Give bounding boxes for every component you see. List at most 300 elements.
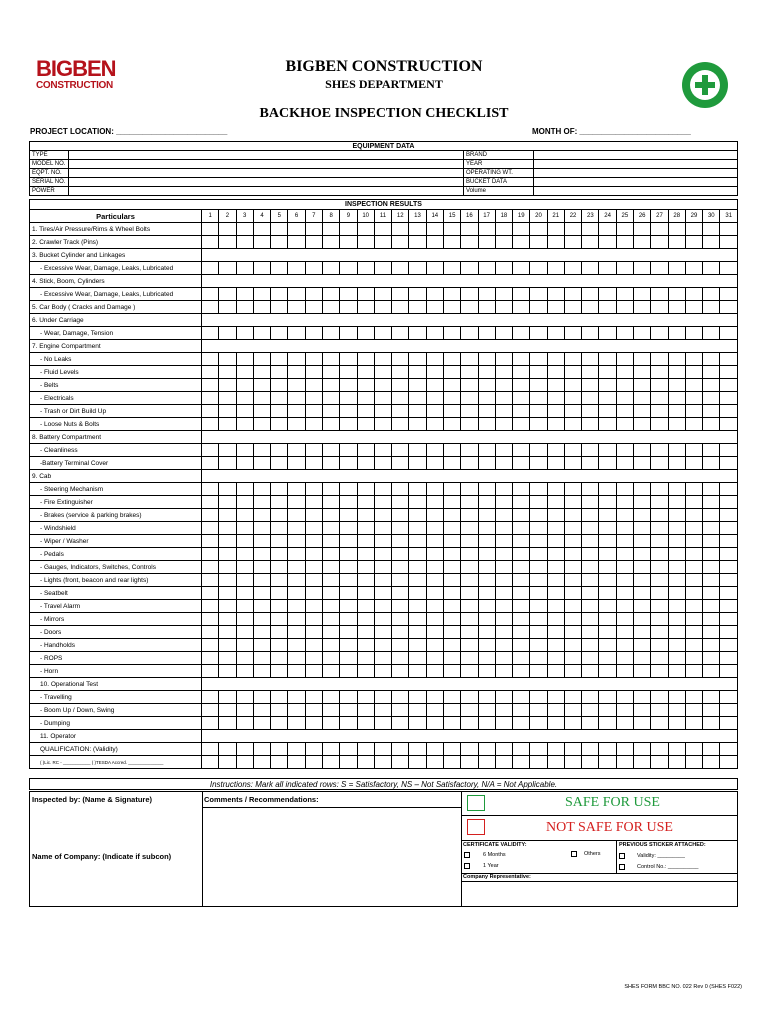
day-check-cell[interactable] bbox=[668, 704, 685, 717]
day-check-cell[interactable] bbox=[288, 652, 305, 665]
day-check-cell[interactable] bbox=[392, 496, 409, 509]
day-check-cell[interactable] bbox=[564, 405, 581, 418]
day-check-cell[interactable] bbox=[547, 639, 564, 652]
day-check-cell[interactable] bbox=[513, 236, 530, 249]
day-check-cell[interactable] bbox=[322, 704, 339, 717]
day-check-cell[interactable] bbox=[564, 535, 581, 548]
day-check-cell[interactable] bbox=[547, 704, 564, 717]
day-check-cell[interactable] bbox=[564, 301, 581, 314]
day-check-cell[interactable] bbox=[599, 509, 616, 522]
day-check-cell[interactable] bbox=[495, 262, 512, 275]
day-check-cell[interactable] bbox=[703, 652, 720, 665]
day-check-cell[interactable] bbox=[495, 548, 512, 561]
day-check-cell[interactable] bbox=[616, 379, 633, 392]
day-check-cell[interactable] bbox=[357, 444, 374, 457]
day-check-cell[interactable] bbox=[426, 327, 443, 340]
day-check-cell[interactable] bbox=[253, 704, 270, 717]
day-check-cell[interactable] bbox=[685, 418, 702, 431]
day-check-cell[interactable] bbox=[720, 379, 738, 392]
day-check-cell[interactable] bbox=[374, 301, 391, 314]
day-check-cell[interactable] bbox=[513, 457, 530, 470]
day-check-cell[interactable] bbox=[322, 327, 339, 340]
day-check-cell[interactable] bbox=[495, 483, 512, 496]
day-check-cell[interactable] bbox=[651, 301, 668, 314]
day-check-cell[interactable] bbox=[409, 587, 426, 600]
day-check-cell[interactable] bbox=[530, 223, 547, 236]
day-check-cell[interactable] bbox=[564, 392, 581, 405]
day-check-cell[interactable] bbox=[253, 262, 270, 275]
equipment-right-value[interactable] bbox=[534, 160, 738, 169]
day-check-cell[interactable] bbox=[495, 561, 512, 574]
day-check-cell[interactable] bbox=[219, 587, 236, 600]
day-check-cell[interactable] bbox=[685, 574, 702, 587]
control-no-checkbox[interactable] bbox=[619, 864, 625, 870]
day-check-cell[interactable] bbox=[513, 496, 530, 509]
day-check-cell[interactable] bbox=[668, 444, 685, 457]
day-check-cell[interactable] bbox=[513, 704, 530, 717]
day-check-cell[interactable] bbox=[582, 613, 599, 626]
day-check-cell[interactable] bbox=[582, 327, 599, 340]
day-check-cell[interactable] bbox=[720, 717, 738, 730]
day-check-cell[interactable] bbox=[219, 717, 236, 730]
day-check-cell[interactable] bbox=[582, 379, 599, 392]
day-check-cell[interactable] bbox=[599, 548, 616, 561]
day-check-cell[interactable] bbox=[495, 600, 512, 613]
day-check-cell[interactable] bbox=[340, 223, 357, 236]
day-check-cell[interactable] bbox=[634, 418, 651, 431]
day-check-cell[interactable] bbox=[202, 418, 219, 431]
day-check-cell[interactable] bbox=[426, 665, 443, 678]
day-check-cell[interactable] bbox=[547, 496, 564, 509]
day-check-cell[interactable] bbox=[426, 691, 443, 704]
day-check-cell[interactable] bbox=[374, 574, 391, 587]
day-check-cell[interactable] bbox=[634, 405, 651, 418]
equipment-right-value[interactable] bbox=[534, 187, 738, 196]
day-check-cell[interactable] bbox=[461, 756, 478, 769]
day-check-cell[interactable] bbox=[443, 392, 460, 405]
day-check-cell[interactable] bbox=[374, 483, 391, 496]
day-check-cell[interactable] bbox=[513, 366, 530, 379]
day-check-cell[interactable] bbox=[685, 327, 702, 340]
day-check-cell[interactable] bbox=[392, 301, 409, 314]
day-check-cell[interactable] bbox=[202, 665, 219, 678]
day-check-cell[interactable] bbox=[547, 574, 564, 587]
day-check-cell[interactable] bbox=[236, 418, 253, 431]
day-check-cell[interactable] bbox=[634, 223, 651, 236]
day-check-cell[interactable] bbox=[634, 522, 651, 535]
day-check-cell[interactable] bbox=[530, 379, 547, 392]
day-check-cell[interactable] bbox=[651, 327, 668, 340]
day-check-cell[interactable] bbox=[513, 652, 530, 665]
day-check-cell[interactable] bbox=[564, 561, 581, 574]
day-check-cell[interactable] bbox=[357, 379, 374, 392]
day-check-cell[interactable] bbox=[322, 652, 339, 665]
day-check-cell[interactable] bbox=[651, 366, 668, 379]
day-check-cell[interactable] bbox=[253, 366, 270, 379]
day-check-cell[interactable] bbox=[513, 262, 530, 275]
day-check-cell[interactable] bbox=[599, 574, 616, 587]
day-check-cell[interactable] bbox=[236, 626, 253, 639]
day-check-cell[interactable] bbox=[547, 379, 564, 392]
day-check-cell[interactable] bbox=[634, 548, 651, 561]
day-check-cell[interactable] bbox=[720, 561, 738, 574]
day-check-cell[interactable] bbox=[443, 379, 460, 392]
day-check-cell[interactable] bbox=[219, 509, 236, 522]
day-check-cell[interactable] bbox=[305, 535, 322, 548]
day-check-cell[interactable] bbox=[547, 561, 564, 574]
day-check-cell[interactable] bbox=[513, 483, 530, 496]
day-check-cell[interactable] bbox=[513, 379, 530, 392]
day-check-cell[interactable] bbox=[651, 262, 668, 275]
day-check-cell[interactable] bbox=[357, 652, 374, 665]
day-check-cell[interactable] bbox=[253, 496, 270, 509]
day-check-cell[interactable] bbox=[288, 444, 305, 457]
day-check-cell[interactable] bbox=[357, 743, 374, 756]
day-check-cell[interactable] bbox=[461, 522, 478, 535]
day-check-cell[interactable] bbox=[530, 522, 547, 535]
day-check-cell[interactable] bbox=[392, 327, 409, 340]
day-check-cell[interactable] bbox=[305, 379, 322, 392]
day-check-cell[interactable] bbox=[634, 587, 651, 600]
day-check-cell[interactable] bbox=[478, 509, 495, 522]
day-check-cell[interactable] bbox=[703, 236, 720, 249]
day-check-cell[interactable] bbox=[478, 288, 495, 301]
day-check-cell[interactable] bbox=[305, 405, 322, 418]
day-check-cell[interactable] bbox=[357, 353, 374, 366]
day-check-cell[interactable] bbox=[668, 379, 685, 392]
day-check-cell[interactable] bbox=[305, 691, 322, 704]
day-check-cell[interactable] bbox=[616, 223, 633, 236]
day-check-cell[interactable] bbox=[340, 665, 357, 678]
equipment-left-value[interactable] bbox=[69, 178, 464, 187]
day-check-cell[interactable] bbox=[616, 535, 633, 548]
month-of-field[interactable]: MONTH OF: _________________________ bbox=[532, 127, 691, 136]
day-check-cell[interactable] bbox=[564, 353, 581, 366]
day-check-cell[interactable] bbox=[547, 262, 564, 275]
day-check-cell[interactable] bbox=[443, 483, 460, 496]
day-check-cell[interactable] bbox=[271, 743, 288, 756]
day-check-cell[interactable] bbox=[253, 288, 270, 301]
day-check-cell[interactable] bbox=[668, 418, 685, 431]
day-check-cell[interactable] bbox=[461, 587, 478, 600]
day-check-cell[interactable] bbox=[634, 353, 651, 366]
day-check-cell[interactable] bbox=[547, 327, 564, 340]
day-check-cell[interactable] bbox=[616, 626, 633, 639]
day-check-cell[interactable] bbox=[616, 600, 633, 613]
day-check-cell[interactable] bbox=[392, 288, 409, 301]
day-check-cell[interactable] bbox=[253, 444, 270, 457]
day-check-cell[interactable] bbox=[651, 626, 668, 639]
day-check-cell[interactable] bbox=[392, 691, 409, 704]
day-check-cell[interactable] bbox=[236, 704, 253, 717]
day-check-cell[interactable] bbox=[634, 691, 651, 704]
day-check-cell[interactable] bbox=[495, 704, 512, 717]
day-check-cell[interactable] bbox=[357, 301, 374, 314]
day-check-cell[interactable] bbox=[202, 652, 219, 665]
day-check-cell[interactable] bbox=[582, 626, 599, 639]
day-check-cell[interactable] bbox=[495, 522, 512, 535]
day-check-cell[interactable] bbox=[582, 457, 599, 470]
day-check-cell[interactable] bbox=[357, 496, 374, 509]
day-check-cell[interactable] bbox=[703, 327, 720, 340]
day-check-cell[interactable] bbox=[357, 600, 374, 613]
day-check-cell[interactable] bbox=[720, 756, 738, 769]
day-check-cell[interactable] bbox=[340, 236, 357, 249]
day-check-cell[interactable] bbox=[513, 301, 530, 314]
day-check-cell[interactable] bbox=[202, 613, 219, 626]
day-check-cell[interactable] bbox=[392, 613, 409, 626]
day-check-cell[interactable] bbox=[357, 665, 374, 678]
day-check-cell[interactable] bbox=[495, 743, 512, 756]
day-check-cell[interactable] bbox=[288, 483, 305, 496]
day-check-cell[interactable] bbox=[668, 509, 685, 522]
day-check-cell[interactable] bbox=[443, 288, 460, 301]
day-check-cell[interactable] bbox=[443, 665, 460, 678]
day-check-cell[interactable] bbox=[443, 509, 460, 522]
day-check-cell[interactable] bbox=[685, 496, 702, 509]
day-check-cell[interactable] bbox=[340, 418, 357, 431]
day-check-cell[interactable] bbox=[340, 613, 357, 626]
day-check-cell[interactable] bbox=[582, 574, 599, 587]
day-check-cell[interactable] bbox=[599, 405, 616, 418]
day-check-cell[interactable] bbox=[426, 483, 443, 496]
day-check-cell[interactable] bbox=[478, 652, 495, 665]
day-check-cell[interactable] bbox=[271, 262, 288, 275]
day-check-cell[interactable] bbox=[495, 392, 512, 405]
day-check-cell[interactable] bbox=[530, 509, 547, 522]
day-check-cell[interactable] bbox=[685, 535, 702, 548]
day-check-cell[interactable] bbox=[685, 353, 702, 366]
day-check-cell[interactable] bbox=[547, 301, 564, 314]
day-check-cell[interactable] bbox=[564, 613, 581, 626]
day-check-cell[interactable] bbox=[634, 288, 651, 301]
day-check-cell[interactable] bbox=[253, 535, 270, 548]
day-check-cell[interactable] bbox=[495, 665, 512, 678]
day-check-cell[interactable] bbox=[202, 704, 219, 717]
day-check-cell[interactable] bbox=[340, 691, 357, 704]
day-check-cell[interactable] bbox=[651, 691, 668, 704]
day-check-cell[interactable] bbox=[651, 522, 668, 535]
day-check-cell[interactable] bbox=[426, 223, 443, 236]
day-check-cell[interactable] bbox=[392, 535, 409, 548]
day-check-cell[interactable] bbox=[253, 392, 270, 405]
day-check-cell[interactable] bbox=[513, 639, 530, 652]
day-check-cell[interactable] bbox=[322, 379, 339, 392]
day-check-cell[interactable] bbox=[253, 756, 270, 769]
day-check-cell[interactable] bbox=[392, 392, 409, 405]
day-check-cell[interactable] bbox=[616, 665, 633, 678]
day-check-cell[interactable] bbox=[374, 353, 391, 366]
day-check-cell[interactable] bbox=[271, 444, 288, 457]
day-check-cell[interactable] bbox=[236, 327, 253, 340]
day-check-cell[interactable] bbox=[720, 236, 738, 249]
day-check-cell[interactable] bbox=[495, 366, 512, 379]
day-check-cell[interactable] bbox=[357, 418, 374, 431]
day-check-cell[interactable] bbox=[357, 574, 374, 587]
day-check-cell[interactable] bbox=[305, 496, 322, 509]
day-check-cell[interactable] bbox=[426, 366, 443, 379]
day-check-cell[interactable] bbox=[253, 457, 270, 470]
day-check-cell[interactable] bbox=[253, 639, 270, 652]
day-check-cell[interactable] bbox=[685, 548, 702, 561]
day-check-cell[interactable] bbox=[392, 444, 409, 457]
day-check-cell[interactable] bbox=[634, 444, 651, 457]
day-check-cell[interactable] bbox=[202, 691, 219, 704]
day-check-cell[interactable] bbox=[322, 639, 339, 652]
day-check-cell[interactable] bbox=[202, 236, 219, 249]
day-check-cell[interactable] bbox=[340, 301, 357, 314]
day-check-cell[interactable] bbox=[426, 626, 443, 639]
day-check-cell[interactable] bbox=[443, 587, 460, 600]
validity-checkbox[interactable] bbox=[619, 853, 625, 859]
day-check-cell[interactable] bbox=[236, 691, 253, 704]
day-check-cell[interactable] bbox=[340, 574, 357, 587]
day-check-cell[interactable] bbox=[426, 288, 443, 301]
day-check-cell[interactable] bbox=[564, 639, 581, 652]
day-check-cell[interactable] bbox=[409, 288, 426, 301]
day-check-cell[interactable] bbox=[478, 613, 495, 626]
day-check-cell[interactable] bbox=[616, 561, 633, 574]
day-check-cell[interactable] bbox=[305, 587, 322, 600]
day-check-cell[interactable] bbox=[685, 444, 702, 457]
day-check-cell[interactable] bbox=[582, 743, 599, 756]
day-check-cell[interactable] bbox=[443, 548, 460, 561]
day-check-cell[interactable] bbox=[685, 652, 702, 665]
day-check-cell[interactable] bbox=[651, 483, 668, 496]
day-check-cell[interactable] bbox=[340, 379, 357, 392]
day-check-cell[interactable] bbox=[340, 392, 357, 405]
day-check-cell[interactable] bbox=[703, 392, 720, 405]
day-check-cell[interactable] bbox=[478, 223, 495, 236]
day-check-cell[interactable] bbox=[495, 288, 512, 301]
day-check-cell[interactable] bbox=[651, 561, 668, 574]
day-check-cell[interactable] bbox=[340, 405, 357, 418]
day-check-cell[interactable] bbox=[219, 353, 236, 366]
day-check-cell[interactable] bbox=[634, 457, 651, 470]
day-check-cell[interactable] bbox=[340, 548, 357, 561]
day-check-cell[interactable] bbox=[288, 522, 305, 535]
day-check-cell[interactable] bbox=[651, 457, 668, 470]
day-check-cell[interactable] bbox=[219, 756, 236, 769]
day-check-cell[interactable] bbox=[443, 327, 460, 340]
day-check-cell[interactable] bbox=[288, 743, 305, 756]
day-check-cell[interactable] bbox=[374, 743, 391, 756]
day-check-cell[interactable] bbox=[409, 704, 426, 717]
day-check-cell[interactable] bbox=[685, 301, 702, 314]
day-check-cell[interactable] bbox=[322, 353, 339, 366]
day-check-cell[interactable] bbox=[288, 236, 305, 249]
day-check-cell[interactable] bbox=[513, 756, 530, 769]
day-check-cell[interactable] bbox=[219, 743, 236, 756]
day-check-cell[interactable] bbox=[392, 236, 409, 249]
day-check-cell[interactable] bbox=[443, 704, 460, 717]
day-check-cell[interactable] bbox=[271, 561, 288, 574]
day-check-cell[interactable] bbox=[564, 483, 581, 496]
day-check-cell[interactable] bbox=[271, 704, 288, 717]
day-check-cell[interactable] bbox=[357, 262, 374, 275]
day-check-cell[interactable] bbox=[703, 379, 720, 392]
day-check-cell[interactable] bbox=[685, 379, 702, 392]
day-check-cell[interactable] bbox=[530, 639, 547, 652]
day-check-cell[interactable] bbox=[547, 483, 564, 496]
day-check-cell[interactable] bbox=[668, 600, 685, 613]
day-check-cell[interactable] bbox=[461, 418, 478, 431]
day-check-cell[interactable] bbox=[513, 691, 530, 704]
day-check-cell[interactable] bbox=[599, 600, 616, 613]
day-check-cell[interactable] bbox=[703, 483, 720, 496]
day-check-cell[interactable] bbox=[288, 223, 305, 236]
day-check-cell[interactable] bbox=[271, 600, 288, 613]
day-check-cell[interactable] bbox=[443, 236, 460, 249]
day-check-cell[interactable] bbox=[305, 561, 322, 574]
day-check-cell[interactable] bbox=[461, 548, 478, 561]
day-check-cell[interactable] bbox=[288, 509, 305, 522]
day-check-cell[interactable] bbox=[513, 392, 530, 405]
day-check-cell[interactable] bbox=[720, 548, 738, 561]
day-check-cell[interactable] bbox=[547, 743, 564, 756]
day-check-cell[interactable] bbox=[322, 626, 339, 639]
day-check-cell[interactable] bbox=[305, 639, 322, 652]
day-check-cell[interactable] bbox=[271, 652, 288, 665]
day-check-cell[interactable] bbox=[495, 236, 512, 249]
day-check-cell[interactable] bbox=[634, 535, 651, 548]
day-check-cell[interactable] bbox=[271, 392, 288, 405]
day-check-cell[interactable] bbox=[513, 600, 530, 613]
day-check-cell[interactable] bbox=[305, 457, 322, 470]
day-check-cell[interactable] bbox=[513, 717, 530, 730]
day-check-cell[interactable] bbox=[202, 288, 219, 301]
day-check-cell[interactable] bbox=[202, 587, 219, 600]
day-check-cell[interactable] bbox=[478, 756, 495, 769]
day-check-cell[interactable] bbox=[513, 587, 530, 600]
day-check-cell[interactable] bbox=[443, 743, 460, 756]
day-check-cell[interactable] bbox=[409, 236, 426, 249]
day-check-cell[interactable] bbox=[392, 509, 409, 522]
day-check-cell[interactable] bbox=[409, 418, 426, 431]
day-check-cell[interactable] bbox=[495, 327, 512, 340]
day-check-cell[interactable] bbox=[271, 717, 288, 730]
day-check-cell[interactable] bbox=[720, 509, 738, 522]
day-check-cell[interactable] bbox=[305, 288, 322, 301]
day-check-cell[interactable] bbox=[409, 405, 426, 418]
day-check-cell[interactable] bbox=[288, 496, 305, 509]
day-check-cell[interactable] bbox=[236, 535, 253, 548]
equipment-left-value[interactable] bbox=[69, 187, 464, 196]
day-check-cell[interactable] bbox=[253, 691, 270, 704]
day-check-cell[interactable] bbox=[305, 613, 322, 626]
day-check-cell[interactable] bbox=[634, 327, 651, 340]
day-check-cell[interactable] bbox=[340, 496, 357, 509]
day-check-cell[interactable] bbox=[443, 418, 460, 431]
day-check-cell[interactable] bbox=[668, 288, 685, 301]
day-check-cell[interactable] bbox=[720, 743, 738, 756]
day-check-cell[interactable] bbox=[288, 548, 305, 561]
equipment-right-value[interactable] bbox=[534, 169, 738, 178]
day-check-cell[interactable] bbox=[703, 587, 720, 600]
day-check-cell[interactable] bbox=[322, 262, 339, 275]
day-check-cell[interactable] bbox=[271, 691, 288, 704]
day-check-cell[interactable] bbox=[599, 613, 616, 626]
day-check-cell[interactable] bbox=[582, 652, 599, 665]
day-check-cell[interactable] bbox=[219, 652, 236, 665]
day-check-cell[interactable] bbox=[305, 756, 322, 769]
day-check-cell[interactable] bbox=[322, 548, 339, 561]
day-check-cell[interactable] bbox=[616, 574, 633, 587]
day-check-cell[interactable] bbox=[547, 626, 564, 639]
day-check-cell[interactable] bbox=[357, 223, 374, 236]
day-check-cell[interactable] bbox=[236, 665, 253, 678]
day-check-cell[interactable] bbox=[668, 691, 685, 704]
